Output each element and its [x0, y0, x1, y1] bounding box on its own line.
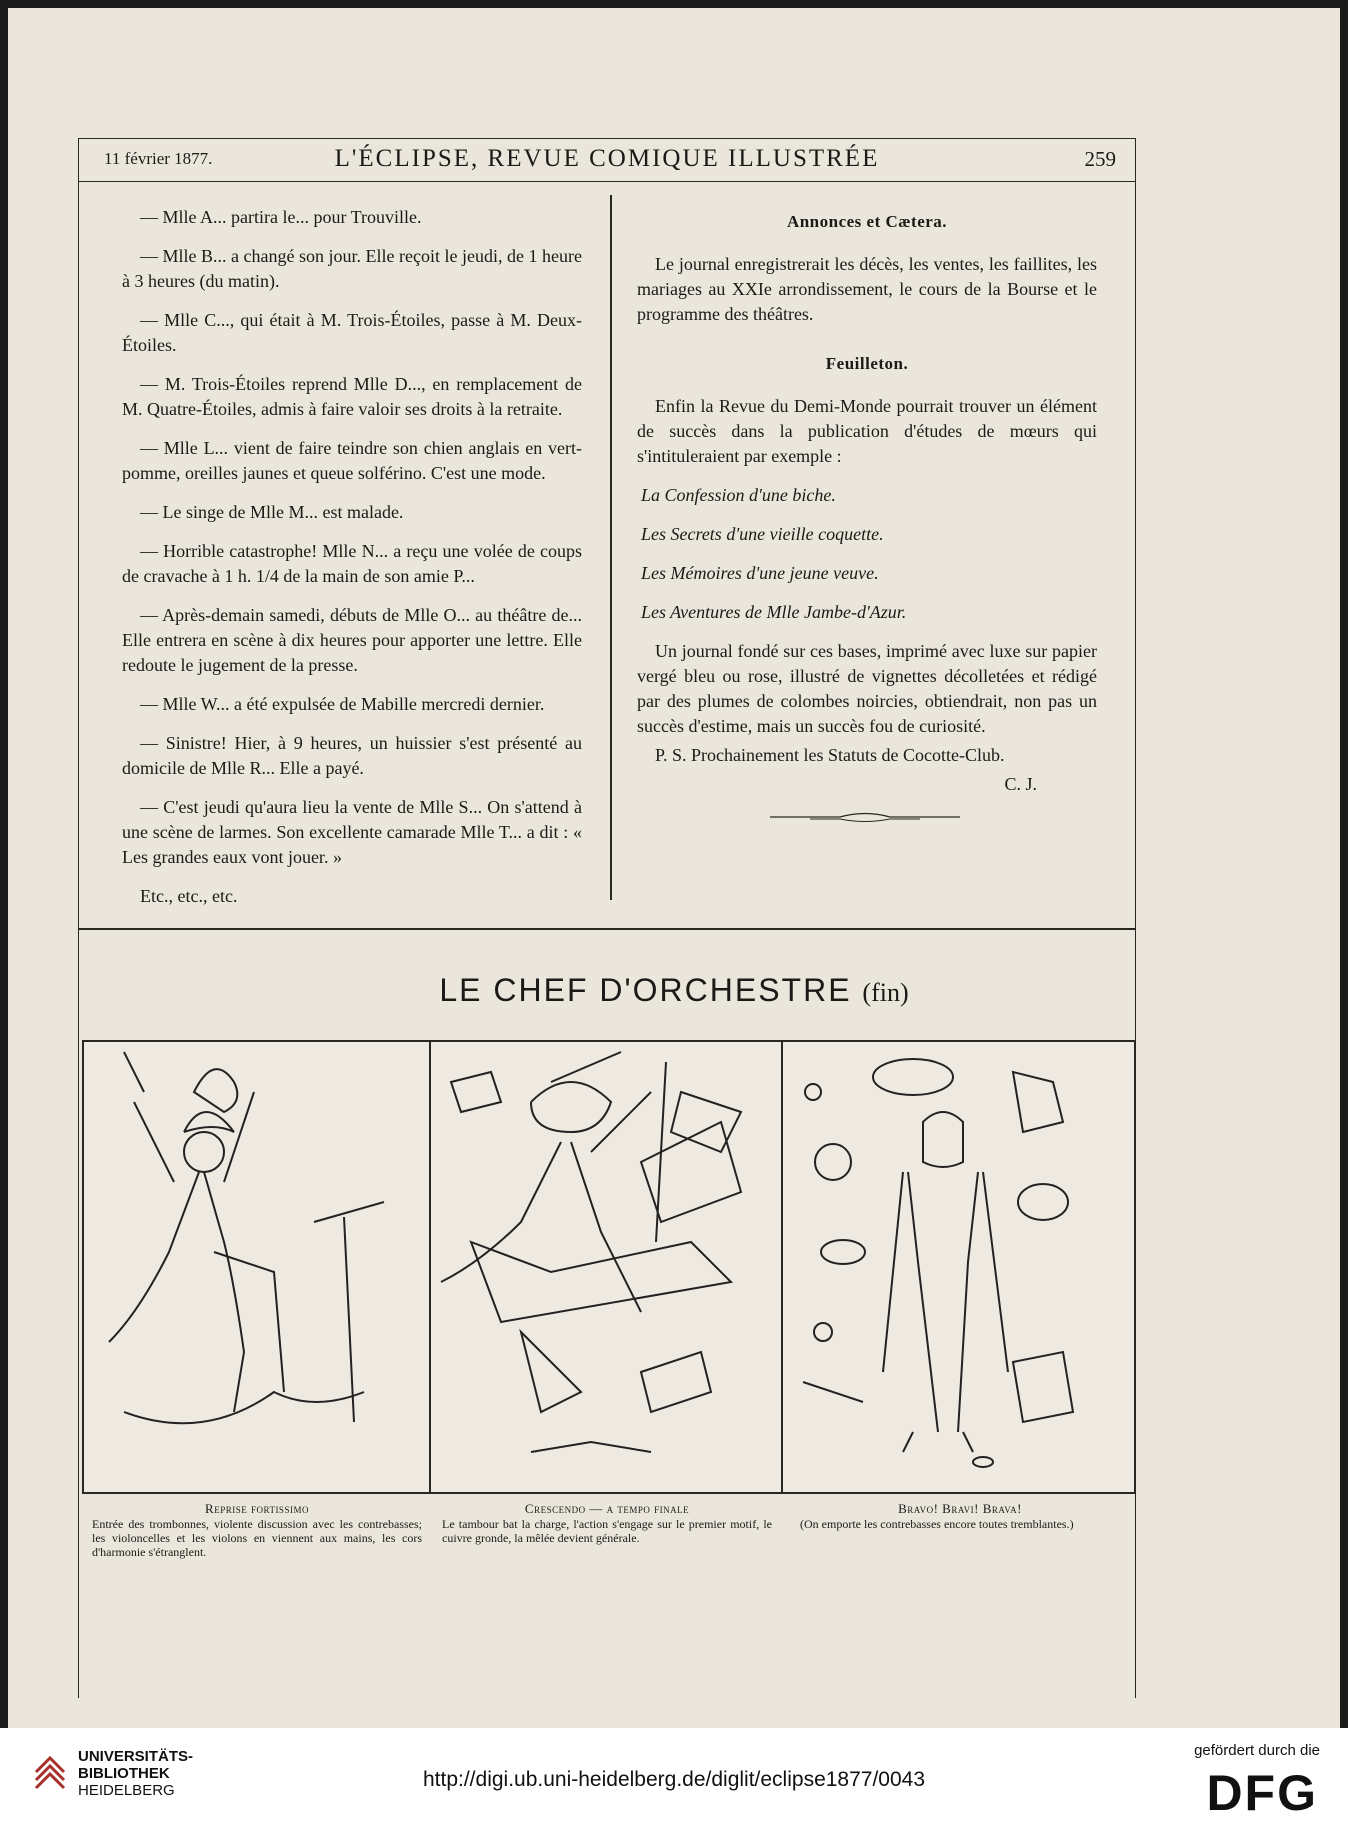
paragraph: — Mlle L... vient de faire teindre son chien anglais en vert-pomme, oreilles jaunes et queue solférino. C'est une mode. [122, 438, 582, 483]
paragraph: Enfin la Revue du Demi-Monde pourrait trouver un élément de succès dans la publication d'études de mœurs qui s'intituleraient par exemple : [637, 396, 1097, 466]
list-item: Les Aventures de Mlle Jambe-d'Azur. [641, 602, 907, 622]
paragraph: Un journal fondé sur ces bases, imprimé avec luxe sur papier vergé bleu ou rose, illustré de vignettes décolletées et rédigé par des plumes de colombes noircies, obtiendrait, non pas un succès d'estime, mais un succès fou de curiosité. [637, 641, 1097, 736]
page-number: 259 [1084, 147, 1116, 171]
header-title: L'ÉCLIPSE, REVUE COMIQUE ILLUSTRÉE [334, 145, 880, 172]
library-name-line: UNIVERSITÄTS- [78, 1748, 194, 1765]
conductor-illustration-3 [783, 1042, 1136, 1492]
page-header [78, 138, 1136, 182]
postscript: P. S. Prochainement les Statuts de Cocotte-Club. [655, 745, 1005, 765]
section-rule [78, 928, 1136, 930]
paragraph: Etc., etc., etc. [140, 886, 238, 906]
caption-title: Bravo! Bravi! Brava! [898, 1501, 1022, 1516]
paragraph: — Horrible catastrophe! Mlle N... a reçu une volée de coups de cravache à 1 h. 1/4 de la main de son amie P... [122, 541, 582, 586]
caption-text: Entrée des trombonnes, violente discussion avec les contrebasses; les violoncelles et les violons en viennent aux mains, les cors d'harmonie s'étranglent. [92, 1517, 422, 1559]
right-column [637, 205, 1097, 811]
paragraph: — Mlle C..., qui était à M. Trois-Étoiles, passe à M. Deux-Étoiles. [122, 310, 582, 355]
left-column [122, 205, 582, 923]
paragraph: — Mlle B... a changé son jour. Elle reçoit le jeudi, de 1 heure à 3 heures (du matin). [122, 246, 582, 291]
illustration-title-suffix: (fin) [862, 978, 909, 1007]
signature: C. J. [1004, 774, 1037, 794]
comic-strip [82, 1040, 1136, 1494]
caption-text: (On emporte les contrebasses encore toutes tremblantes.) [800, 1517, 1074, 1531]
paragraph: — Sinistre! Hier, à 9 heures, un huissier s'est présenté au domicile de Mlle R... Elle a payé. [122, 733, 582, 778]
paragraph: — Mlle A... partira le... pour Trouville. [140, 207, 422, 227]
column-divider [610, 195, 612, 900]
list-item: La Confession d'une biche. [641, 485, 836, 505]
conductor-illustration-1 [84, 1042, 429, 1492]
list-item: Les Mémoires d'une jeune veuve. [641, 563, 879, 583]
caption-3 [800, 1502, 1120, 1531]
header-date: 11 février 1877. [104, 149, 213, 168]
section-heading: Feuilleton. [825, 354, 909, 373]
comic-panel-1 [84, 1042, 429, 1492]
paragraph: — Après-demain samedi, débuts de Mlle O... au théâtre de... Elle entrera en scène à dix heures pour apporter une lettre. Elle redoute le jugement de la presse. [122, 605, 582, 675]
funding-note: gefördert durch die [1194, 1742, 1320, 1759]
caption-2 [442, 1502, 772, 1545]
comic-panel-2 [429, 1042, 783, 1492]
paragraph: — C'est jeudi qu'aura lieu la vente de Mlle S... On s'attend à une scène de larmes. Son excellente camarade Mlle T... a dit : « Les grandes eaux vont jouer. » [122, 797, 582, 867]
section-heading: Annonces et Cætera. [786, 212, 948, 231]
caption-title: Crescendo — a tempo finale [524, 1501, 690, 1516]
title-list [637, 483, 1097, 625]
library-name-line: HEIDELBERG [78, 1782, 175, 1799]
conductor-illustration-2 [431, 1042, 783, 1492]
illustration-title [0, 972, 1348, 1009]
list-item: Les Secrets d'une vieille coquette. [641, 524, 884, 544]
footer-bar [0, 1728, 1348, 1823]
caption-text: Le tambour bat la charge, l'action s'engage sur le premier motif, le cuivre gronde, la mêlée devient générale. [442, 1517, 772, 1545]
paragraph: — Mlle W... a été expulsée de Mabille mercredi dernier. [140, 694, 545, 714]
ornament-rule [770, 810, 960, 824]
paragraph: — Le singe de Mlle M... est malade. [140, 502, 404, 522]
caption-1 [92, 1502, 422, 1559]
comic-panel-3 [781, 1042, 1136, 1492]
source-url-link[interactable]: http://digi.ub.uni-heidelberg.de/diglit/eclipse1877/0043 [422, 1768, 926, 1791]
library-name-line: BIBLIOTHEK [78, 1765, 170, 1782]
paragraph: — M. Trois-Étoiles reprend Mlle D..., en remplacement de M. Quatre-Étoiles, admis à faire valoir ses droits à la retraite. [122, 374, 582, 419]
dfg-logo: DFG [1206, 1765, 1318, 1821]
illustration-title-text: LE CHEF D'ORCHESTRE [439, 972, 852, 1008]
caption-title: Reprise fortissimo [205, 1501, 309, 1516]
paragraph: Le journal enregistrerait les décès, les ventes, les faillites, les mariages au XXIe arrondissement, le cours de la Bourse et le programme des théâtres. [637, 254, 1097, 324]
